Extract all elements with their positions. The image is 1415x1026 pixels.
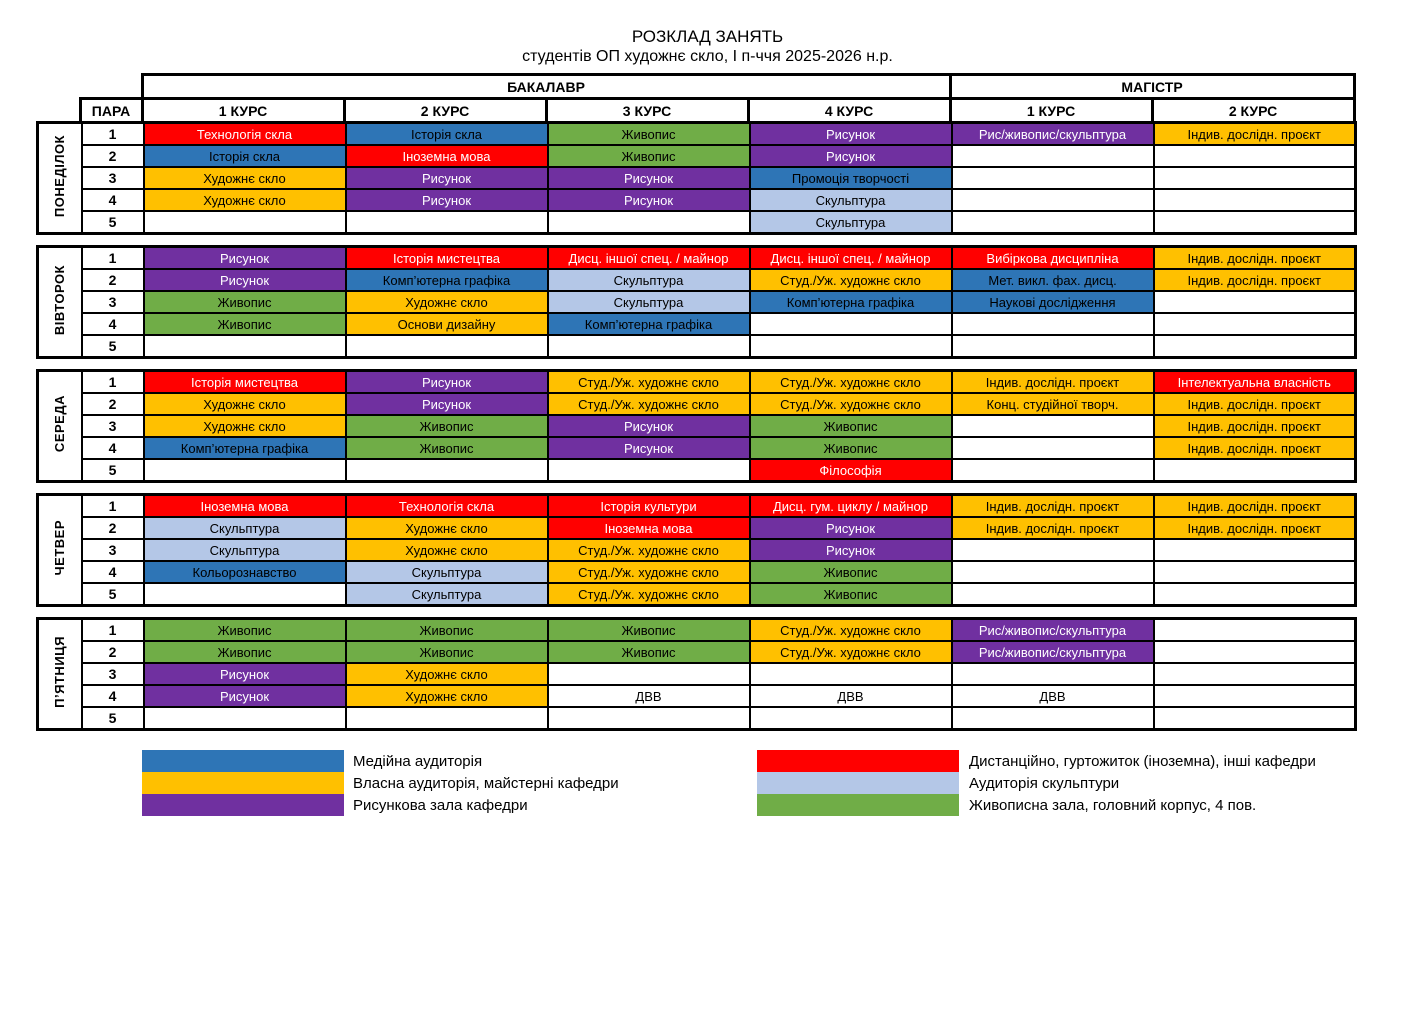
header-course-4: 4 КУРС <box>748 99 950 123</box>
header-course-1: 1 КУРС <box>142 99 344 123</box>
period-number: 1 <box>82 619 144 642</box>
schedule-cell <box>144 583 346 606</box>
schedule-cell <box>1154 189 1356 211</box>
schedule-row <box>38 561 1356 583</box>
schedule-cell: Скульптура <box>346 561 548 583</box>
header-course-m2: 2 КУРС <box>1152 99 1354 123</box>
schedule-row <box>38 437 1356 459</box>
schedule-cell <box>548 211 750 234</box>
schedule-cell <box>750 663 952 685</box>
period-number: 3 <box>82 415 144 437</box>
schedule-cell <box>1154 291 1356 313</box>
schedule-cell <box>952 313 1154 335</box>
schedule-row <box>38 269 1356 291</box>
period-number: 4 <box>82 437 144 459</box>
schedule-row <box>38 459 1356 482</box>
legend-swatch-green <box>757 794 959 816</box>
schedule-row <box>38 247 1356 270</box>
schedule-cell: Комп’ютерна графіка <box>144 437 346 459</box>
page-title <box>0 26 1415 67</box>
schedule-row <box>38 517 1356 539</box>
schedule-cell: Рис/живопис/скульптура <box>952 123 1154 146</box>
schedule-row <box>38 167 1356 189</box>
schedule-cell: Живопис <box>750 583 952 606</box>
legend-swatch-purple <box>142 794 344 816</box>
schedule-cell: Живопис <box>346 437 548 459</box>
schedule-cell <box>1154 145 1356 167</box>
schedule-cell: Рисунок <box>548 415 750 437</box>
schedule-cell <box>144 335 346 358</box>
schedule-cell <box>548 663 750 685</box>
schedule-cell: Історія мистецтва <box>346 247 548 270</box>
schedule-cell <box>144 707 346 730</box>
schedule-row <box>38 415 1356 437</box>
schedule-cell: Технологія скла <box>144 123 346 146</box>
schedule-cell: Художнє скло <box>346 291 548 313</box>
period-number: 5 <box>82 211 144 234</box>
schedule-cell: Студ./Уж. художнє скло <box>548 583 750 606</box>
schedule-cell <box>346 211 548 234</box>
schedule-cell <box>548 707 750 730</box>
legend-label: Власна аудиторія, майстерні кафедри <box>353 774 619 792</box>
schedule-cell: Студ./Уж. художнє скло <box>548 371 750 394</box>
period-number: 1 <box>82 495 144 518</box>
period-number: 5 <box>82 583 144 606</box>
schedule-cell: Живопис <box>144 313 346 335</box>
schedule-cell: Студ./Уж. художнє скло <box>548 539 750 561</box>
schedule-cell: Живопис <box>548 619 750 642</box>
schedule-cell: Рисунок <box>144 685 346 707</box>
header-course-2: 2 КУРС <box>344 99 546 123</box>
schedule-row <box>38 335 1356 358</box>
schedule-row <box>38 707 1356 730</box>
period-number: 4 <box>82 313 144 335</box>
schedule-cell: Живопис <box>346 619 548 642</box>
legend-swatch-lightblue <box>757 772 959 794</box>
schedule-cell: Студ./Уж. художнє скло <box>750 371 952 394</box>
schedule-row <box>38 313 1356 335</box>
period-number: 1 <box>82 247 144 270</box>
legend <box>142 750 1415 816</box>
legend-row <box>142 750 1415 772</box>
schedule-cell: Індив. дослідн. проєкт <box>1154 269 1356 291</box>
schedule-cell <box>1154 167 1356 189</box>
schedule-cell: Комп’ютерна графіка <box>548 313 750 335</box>
period-number: 2 <box>82 145 144 167</box>
schedule-cell: Історія мистецтва <box>144 371 346 394</box>
schedule-cell <box>1154 619 1356 642</box>
period-number: 3 <box>82 167 144 189</box>
schedule-cell: Конц. студійної творч. <box>952 393 1154 415</box>
schedule-cell: Рисунок <box>144 269 346 291</box>
schedule-cell <box>952 459 1154 482</box>
schedule-cell <box>952 707 1154 730</box>
schedule-row <box>38 619 1356 642</box>
schedule-cell: Скульптура <box>144 517 346 539</box>
schedule-title: РОЗКЛАД ЗАНЯТЬ <box>631 27 784 46</box>
schedule-row <box>38 123 1356 146</box>
schedule-cell: Дисц. іншої спец. / майнор <box>548 247 750 270</box>
schedule-cell <box>346 707 548 730</box>
day-block-1 <box>36 121 1357 235</box>
schedule-cell: Індив. дослідн. проєкт <box>952 517 1154 539</box>
schedule-cell <box>548 459 750 482</box>
schedule-cell: Рисунок <box>750 539 952 561</box>
day-block-4 <box>36 493 1357 607</box>
schedule-header <box>36 73 1356 124</box>
schedule-cell <box>1154 313 1356 335</box>
schedule-cell: Вибіркова дисципліна <box>952 247 1154 270</box>
schedule-subtitle: студентів ОП художнє скло, І п-ччя 2025-2026 н.р. <box>522 48 893 66</box>
header-course-m1: 1 КУРС <box>950 99 1152 123</box>
schedule-cell: Технологія скла <box>346 495 548 518</box>
schedule-cell: Скульптура <box>750 211 952 234</box>
schedule-cell: Студ./Уж. художнє скло <box>750 269 952 291</box>
header-group-bachelor: БАКАЛАВР <box>142 75 950 99</box>
schedule-cell <box>750 313 952 335</box>
schedule-table <box>36 73 1415 731</box>
schedule-cell: Художнє скло <box>346 663 548 685</box>
schedule-cell: Індив. дослідн. проєкт <box>1154 517 1356 539</box>
schedule-cell: Дисц. іншої спец. / майнор <box>750 247 952 270</box>
day-block-3 <box>36 369 1357 483</box>
schedule-cell: Рисунок <box>750 145 952 167</box>
schedule-cell <box>952 663 1154 685</box>
schedule-cell: Іноземна мова <box>144 495 346 518</box>
schedule-cell <box>144 211 346 234</box>
schedule-cell: Живопис <box>750 561 952 583</box>
schedule-cell: Рисунок <box>548 437 750 459</box>
schedule-cell: Інтелектуальна власність <box>1154 371 1356 394</box>
schedule-cell: Скульптура <box>548 269 750 291</box>
schedule-row <box>38 583 1356 606</box>
schedule-cell: Студ./Уж. художнє скло <box>750 393 952 415</box>
schedule-cell: Основи дизайну <box>346 313 548 335</box>
day-label: ПОНЕДІЛОК <box>38 123 82 234</box>
schedule-cell <box>1154 561 1356 583</box>
schedule-cell: Живопис <box>750 437 952 459</box>
period-number: 1 <box>82 123 144 146</box>
schedule-cell: Живопис <box>144 619 346 642</box>
schedule-cell: Художнє скло <box>346 517 548 539</box>
schedule-cell: Мет. викл. фах. дисц. <box>952 269 1154 291</box>
schedule-cell: Філософія <box>750 459 952 482</box>
schedule-row <box>38 393 1356 415</box>
schedule-cell: Живопис <box>144 291 346 313</box>
schedule-cell: Рисунок <box>346 393 548 415</box>
schedule-cell: Рисунок <box>144 247 346 270</box>
schedule-cell <box>952 583 1154 606</box>
period-number: 4 <box>82 685 144 707</box>
schedule-cell: Індив. дослідн. проєкт <box>952 495 1154 518</box>
schedule-cell: Живопис <box>144 641 346 663</box>
schedule-cell <box>952 145 1154 167</box>
legend-label: Рисункова зала кафедри <box>353 796 528 814</box>
legend-row <box>142 794 1415 816</box>
schedule-cell: Історія скла <box>144 145 346 167</box>
schedule-cell <box>952 211 1154 234</box>
schedule-cell: Рисунок <box>346 167 548 189</box>
period-number: 1 <box>82 371 144 394</box>
header-group-master: МАГІСТР <box>950 75 1354 99</box>
schedule-cell <box>1154 539 1356 561</box>
schedule-cell: ДВВ <box>548 685 750 707</box>
schedule-cell: Живопис <box>346 641 548 663</box>
schedule-cell: Живопис <box>548 641 750 663</box>
schedule-cell <box>346 459 548 482</box>
schedule-cell: Студ./Уж. художнє скло <box>548 561 750 583</box>
schedule-cell: Індив. дослідн. проєкт <box>1154 393 1356 415</box>
schedule-cell: Індив. дослідн. проєкт <box>1154 123 1356 146</box>
schedule-cell <box>1154 663 1356 685</box>
legend-swatch-blue <box>142 750 344 772</box>
header-para: ПАРА <box>80 99 142 123</box>
schedule-cell <box>1154 583 1356 606</box>
schedule-cell: Історія культури <box>548 495 750 518</box>
schedule-cell <box>952 189 1154 211</box>
schedule-cell: Комп’ютерна графіка <box>750 291 952 313</box>
period-number: 2 <box>82 517 144 539</box>
legend-label: Аудиторія скульптури <box>969 774 1120 792</box>
schedule-row <box>38 539 1356 561</box>
day-block-2 <box>36 245 1357 359</box>
schedule-cell: Студ./Уж. художнє скло <box>750 619 952 642</box>
schedule-cell: Художнє скло <box>144 189 346 211</box>
schedule-cell: Художнє скло <box>346 685 548 707</box>
schedule-cell <box>1154 459 1356 482</box>
schedule-cell: Рисунок <box>750 123 952 146</box>
schedule-cell: Індив. дослідн. проєкт <box>1154 415 1356 437</box>
legend-label: Дистанційно, гуртожиток (іноземна), інші кафедри <box>969 752 1316 770</box>
legend-row <box>142 772 1415 794</box>
schedule-cell <box>952 561 1154 583</box>
legend-label: Живописна зала, головний корпус, 4 пов. <box>969 796 1257 814</box>
schedule-cell: Живопис <box>548 145 750 167</box>
schedule-cell <box>1154 641 1356 663</box>
period-number: 5 <box>82 707 144 730</box>
schedule-cell: Індив. дослідн. проєкт <box>952 371 1154 394</box>
schedule-row <box>38 495 1356 518</box>
day-label: П’ЯТНИЦЯ <box>38 619 82 730</box>
day-block-5 <box>36 617 1357 731</box>
legend-label: Медійна аудиторія <box>353 752 483 770</box>
schedule-cell: Індив. дослідн. проєкт <box>1154 247 1356 270</box>
schedule-cell: Художнє скло <box>144 393 346 415</box>
schedule-row <box>38 291 1356 313</box>
schedule-cell: Рисунок <box>750 517 952 539</box>
day-label: ЧЕТВЕР <box>38 495 82 606</box>
schedule-cell: Іноземна мова <box>548 517 750 539</box>
schedule-cell: Рис/живопис/скульптура <box>952 641 1154 663</box>
schedule-cell: Індив. дослідн. проєкт <box>1154 495 1356 518</box>
schedule-cell <box>952 167 1154 189</box>
schedule-cell: Індив. дослідн. проєкт <box>1154 437 1356 459</box>
schedule-cell: Художнє скло <box>144 415 346 437</box>
schedule-cell: Комп’ютерна графіка <box>346 269 548 291</box>
schedule-row <box>38 641 1356 663</box>
schedule-cell: Скульптура <box>144 539 346 561</box>
schedule-cell: Рисунок <box>144 663 346 685</box>
schedule-cell: ДВВ <box>750 685 952 707</box>
schedule-cell: ДВВ <box>952 685 1154 707</box>
schedule-cell: Рисунок <box>346 189 548 211</box>
schedule-cell <box>750 707 952 730</box>
schedule-cell: Рис/живопис/скульптура <box>952 619 1154 642</box>
schedule-cell: Студ./Уж. художнє скло <box>750 641 952 663</box>
period-number: 3 <box>82 291 144 313</box>
schedule-cell: Промоція творчості <box>750 167 952 189</box>
period-number: 3 <box>82 539 144 561</box>
period-number: 2 <box>82 641 144 663</box>
schedule-cell: Скульптура <box>548 291 750 313</box>
legend-swatch-yellow <box>142 772 344 794</box>
schedule-cell <box>144 459 346 482</box>
schedule-row <box>38 685 1356 707</box>
day-label: ВІВТОРОК <box>38 247 82 358</box>
schedule-cell: Живопис <box>346 415 548 437</box>
schedule-cell: Рисунок <box>548 189 750 211</box>
schedule-cell <box>952 539 1154 561</box>
schedule-cell: Художнє скло <box>144 167 346 189</box>
schedule-cell: Історія скла <box>346 123 548 146</box>
schedule-cell <box>1154 335 1356 358</box>
schedule-cell: Рисунок <box>346 371 548 394</box>
schedule-cell: Живопис <box>548 123 750 146</box>
schedule-cell: Художнє скло <box>346 539 548 561</box>
schedule-cell: Дисц. гум. циклу / майнор <box>750 495 952 518</box>
schedule-cell: Скульптура <box>750 189 952 211</box>
schedule-cell <box>1154 707 1356 730</box>
header-blank <box>36 75 142 99</box>
period-number: 2 <box>82 269 144 291</box>
schedule-cell <box>750 335 952 358</box>
schedule-cell: Кольорознавство <box>144 561 346 583</box>
period-number: 2 <box>82 393 144 415</box>
period-number: 3 <box>82 663 144 685</box>
schedule-cell: Скульптура <box>346 583 548 606</box>
schedule-days <box>36 121 1415 731</box>
schedule-row <box>38 145 1356 167</box>
legend-swatch-red <box>757 750 959 772</box>
schedule-cell <box>548 335 750 358</box>
schedule-row <box>38 211 1356 234</box>
schedule-cell <box>952 415 1154 437</box>
period-number: 4 <box>82 189 144 211</box>
period-number: 5 <box>82 459 144 482</box>
schedule-cell <box>952 437 1154 459</box>
schedule-row <box>38 371 1356 394</box>
schedule-cell: Наукові дослідження <box>952 291 1154 313</box>
schedule-cell: Студ./Уж. художнє скло <box>548 393 750 415</box>
header-blank <box>36 99 80 123</box>
header-course-3: 3 КУРС <box>546 99 748 123</box>
day-label: СЕРЕДА <box>38 371 82 482</box>
schedule-cell <box>346 335 548 358</box>
schedule-cell: Іноземна мова <box>346 145 548 167</box>
period-number: 4 <box>82 561 144 583</box>
schedule-cell <box>952 335 1154 358</box>
schedule-cell: Живопис <box>750 415 952 437</box>
schedule-cell <box>1154 685 1356 707</box>
schedule-cell <box>1154 211 1356 234</box>
period-number: 5 <box>82 335 144 358</box>
schedule-cell: Рисунок <box>548 167 750 189</box>
schedule-row <box>38 189 1356 211</box>
schedule-row <box>38 663 1356 685</box>
